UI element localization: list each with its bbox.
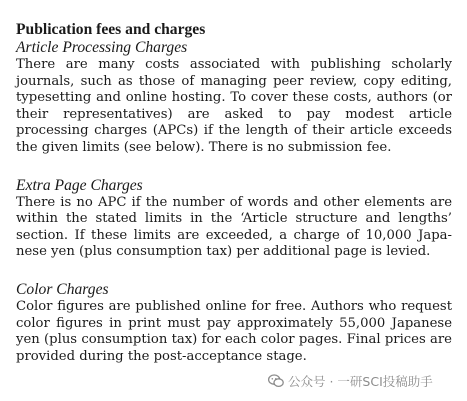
wechat-icon [268,374,284,388]
section-body-color: Color figures are published online for free. Authors who request color figures in print must pay approximately 55,000 Japanese yen (plus consumption tax) for each color pages. Final prices are provided during the post-acceptance stage. [16,298,452,364]
section-heading-color: Color Charges [16,280,109,298]
document-page [16,21,452,365]
section-spacer [16,261,452,281]
section-body-extra-page: There is no APC if the number of words and other elements are within the stated limits in the ‘Article structure and lengths’ section. If these limits are exceeded, a charge of 10,000 Japanese yen (plus consumption tax) per additional page is levied. [16,194,452,260]
section-heading-apc: Article Processing Charges [16,39,188,56]
watermark [268,372,433,390]
section-body-apc: There are many costs associated with publishing scholarly journals, such as those of managing peer review, copy editing, typesetting and online hosting. To cover these costs, authors (or their representatives) are asked to pay modest article processing charges (APCs) if the length of their article exceeds the given limits (see below). There is no submission fee. [16,57,452,155]
watermark-text: 公众号 · 一研SCI投稿助手 [288,374,433,389]
section-heading-extra-page: Extra Page Charges [16,176,143,194]
section-spacer [16,157,452,177]
document-title: Publication fees and charges [16,21,206,38]
